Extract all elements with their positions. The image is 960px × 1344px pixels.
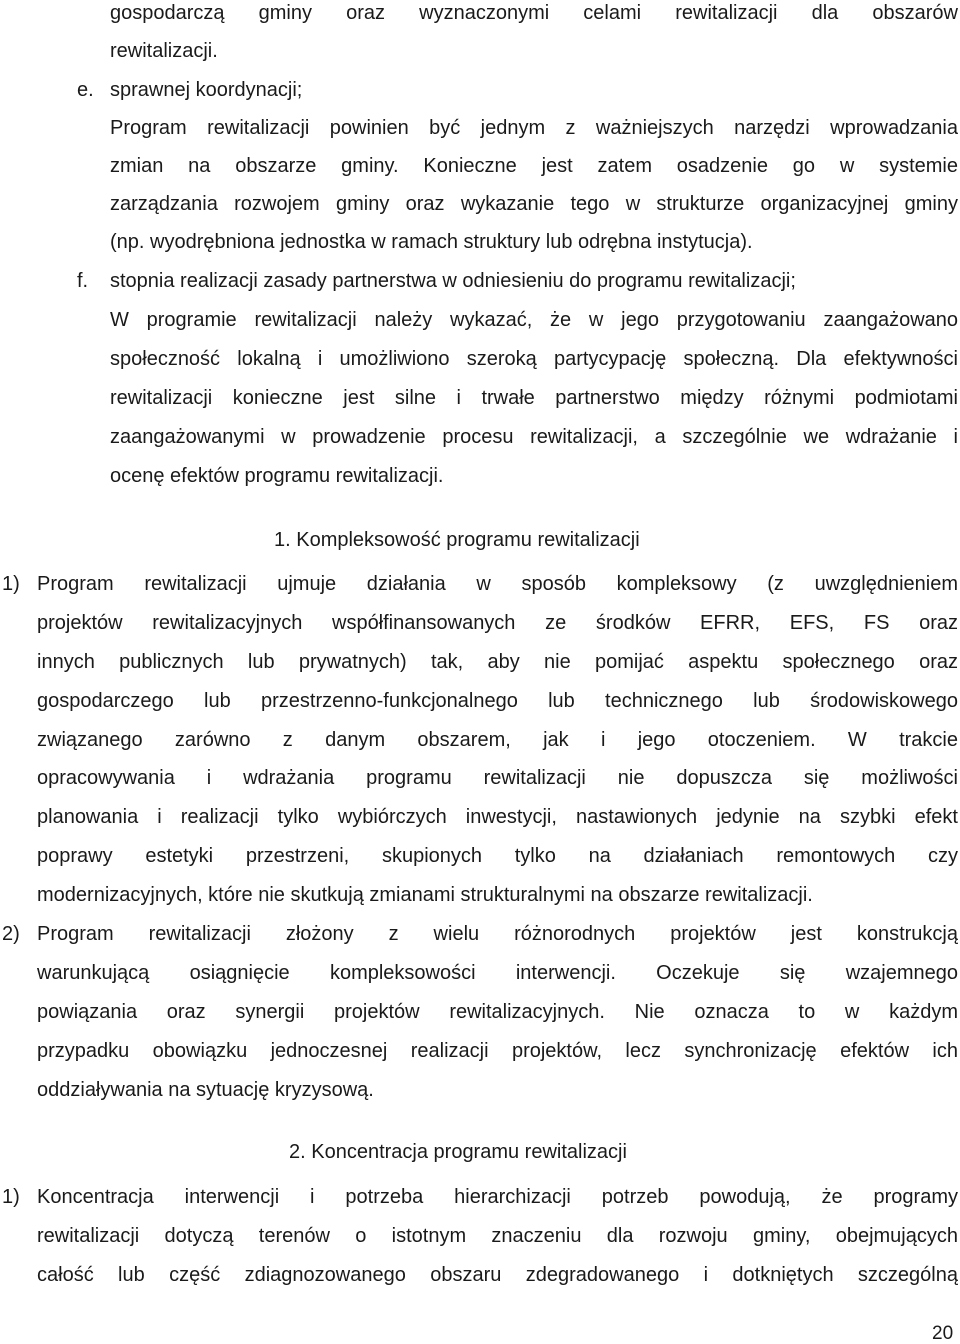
list-marker-e: e. [77, 79, 94, 101]
paragraph-line: zaangażowanymi w prowadzenie procesu rewitalizacji, a szczególnie we wdrażanie i [110, 426, 958, 448]
paragraph-line: powiązania oraz synergii projektów rewitalizacyjnych. Nie oznacza to w każdym [37, 1001, 958, 1023]
paragraph-line: Program rewitalizacji złożony z wielu różnorodnych projektów jest konstrukcją [37, 923, 958, 945]
paragraph-line: Koncentracja interwencji i potrzeba hierarchizacji potrzeb powodują, że programy [37, 1186, 958, 1208]
section-heading-2: 2. Koncentracja programu rewitalizacji [289, 1141, 627, 1163]
paragraph-line: W programie rewitalizacji należy wykazać, że w jego przygotowaniu zaangażowano [110, 309, 958, 331]
list-marker: 1) [2, 573, 20, 595]
paragraph-line: rewitalizacji dotyczą terenów o istotnym znaczeniu dla rozwoju gminy, obejmujących [37, 1225, 958, 1247]
paragraph-line: modernizacyjnych, które nie skutkują zmianami strukturalnymi na obszarze rewitalizacji. [37, 884, 813, 906]
paragraph-line: gospodarczą gminy oraz wyznaczonymi celami rewitalizacji dla obszarów [110, 2, 958, 24]
list-marker-f: f. [77, 270, 89, 292]
paragraph-line: (np. wyodrębniona jednostka w ramach struktury lub odrębna instytucja). [110, 231, 753, 253]
paragraph-line: planowania i realizacji tylko wybiórczych inwestycji, nastawionych jedynie na szybki efekt [37, 806, 958, 828]
paragraph-line: społeczność lokalną i umożliwiono szeroką partycypację społeczną. Dla efektywności [110, 348, 958, 370]
paragraph-line: rewitalizacji konieczne jest silne i trwałe partnerstwo między różnymi podmiotami [110, 387, 958, 409]
paragraph-line: zarządzania rozwojem gminy oraz wykazanie tego w strukturze organizacyjnej gminy [110, 193, 958, 215]
section-heading-1: 1. Kompleksowość programu rewitalizacji [274, 529, 640, 551]
paragraph-line: przypadku obowiązku jednoczesnej realizacji projektów, lecz synchronizację efektów ich [37, 1040, 958, 1062]
item-title-f: stopnia realizacji zasady partnerstwa w odniesieniu do programu rewitalizacji; [110, 270, 796, 292]
paragraph-line: poprawy estetyki przestrzeni, skupionych tylko na działaniach remontowych czy [37, 845, 958, 867]
paragraph-line: całość lub część zdiagnozowanego obszaru zdegradowanego i dotkniętych szczególną [37, 1264, 958, 1286]
page-number: 20 [932, 1323, 954, 1344]
paragraph-line: związanego zarówno z danym obszarem, jak i jego otoczeniem. W trakcie [37, 729, 958, 751]
paragraph-line: gospodarczego lub przestrzenno-funkcjonalnego lub technicznego lub środowiskowego [37, 690, 958, 712]
list-marker: 1) [2, 1186, 20, 1208]
item-title-e: sprawnej koordynacji; [110, 79, 303, 101]
paragraph-line: oddziaływania na sytuację kryzysową. [37, 1079, 374, 1101]
list-marker: 2) [2, 923, 20, 945]
paragraph-line: warunkującą osiągnięcie kompleksowości interwencji. Oczekuje się wzajemnego [37, 962, 958, 984]
paragraph-line: rewitalizacji. [110, 40, 218, 62]
paragraph-line: projektów rewitalizacyjnych współfinansowanych ze środków EFRR, EFS, FS oraz [37, 612, 958, 634]
paragraph-line: Program rewitalizacji ujmuje działania w sposób kompleksowy (z uwzględnieniem [37, 573, 958, 595]
paragraph-line: Program rewitalizacji powinien być jednym z ważniejszych narzędzi wprowadzania [110, 117, 958, 139]
paragraph-line: opracowywania i wdrażania programu rewitalizacji nie dopuszcza się możliwości [37, 767, 958, 789]
paragraph-line: zmian na obszarze gminy. Konieczne jest zatem osadzenie go w systemie [110, 155, 958, 177]
paragraph-line: innych publicznych lub prywatnych) tak, aby nie pomijać aspektu społecznego oraz [37, 651, 958, 673]
paragraph-line: ocenę efektów programu rewitalizacji. [110, 465, 444, 487]
